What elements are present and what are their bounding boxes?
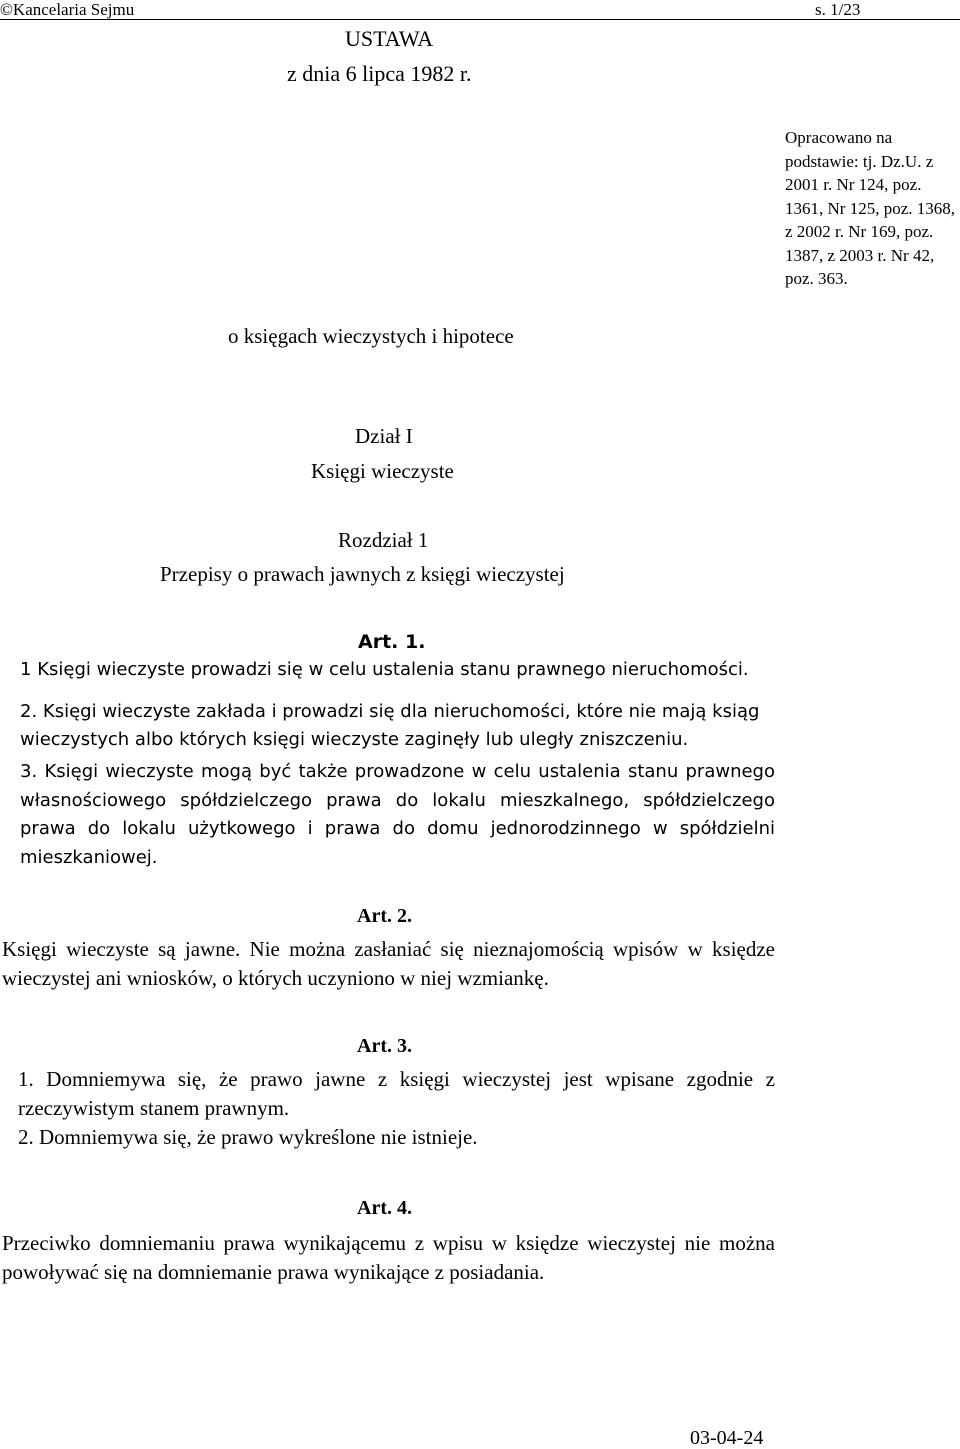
article-2-heading: Art. 2. bbox=[357, 905, 412, 927]
item-text: Księgi wieczyste zakłada i prowadzi się dla nieruchomości, które nie mają ksiąg wieczystych albo których księgi wieczyste zaginęły lub uległy zniszczeniu. bbox=[20, 701, 760, 750]
article-1-item-3 bbox=[20, 758, 775, 872]
article-1-item-1 bbox=[20, 661, 749, 679]
item-number: 3. bbox=[20, 761, 38, 782]
article-3-heading: Art. 3. bbox=[357, 1035, 412, 1057]
chapter-name: Przepisy o prawach jawnych z księgi wieczystej bbox=[160, 562, 565, 586]
source-note: Opracowano na podstawie: tj. Dz.U. z 2001 r. Nr 124, poz. 1361, Nr 125, poz. 1368, z 2002 r. Nr 169, poz. 1387, z 2003 r. Nr 42, poz. 363. bbox=[785, 128, 955, 288]
item-text: Księgi wieczyste mogą być także prowadzone w celu ustalenia stanu prawnego własnościowego spółdzielczego prawa do lokalu mieszkalnego, spółdzielczego prawa do lokalu użytkowego i prawa do domu jednorodzinnego w spółdzielni mieszkaniowej. bbox=[20, 761, 775, 868]
header-divider bbox=[0, 19, 960, 20]
item-number: 1. bbox=[18, 1067, 34, 1091]
item-text: Domniemywa się, że prawo wykreślone nie istnieje. bbox=[39, 1125, 478, 1149]
act-subject: o księgach wieczystych i hipotece bbox=[228, 324, 514, 348]
division-label: Dział I bbox=[355, 424, 413, 448]
header-page-number: s. 1/23 bbox=[815, 0, 861, 19]
item-number: 2. bbox=[18, 1125, 34, 1149]
item-text: Księgi wieczyste prowadzi się w celu ustalenia stanu prawnego nieruchomości. bbox=[37, 659, 749, 680]
article-2-text: Księgi wieczyste są jawne. Nie można zasłaniać się nieznajomością wpisów w księdze wieczystej ani wniosków, o których uczyniono w niej wzmiankę. bbox=[2, 937, 775, 990]
item-text: Domniemywa się, że prawo jawne z księgi wieczystej jest wpisane zgodnie z rzeczywistym stanem prawnym. bbox=[18, 1067, 775, 1120]
article-4-heading: Art. 4. bbox=[357, 1197, 412, 1219]
article-4-text: Przeciwko domniemaniu prawa wynikającemu z wpisu w księdze wieczystej nie można powoływać się na domniemanie prawa wynikające z posiadania. bbox=[2, 1231, 775, 1284]
item-number: 2. bbox=[20, 701, 38, 722]
article-3-item-1 bbox=[18, 1065, 775, 1123]
header-publisher: ©Kancelaria Sejmu bbox=[0, 0, 135, 19]
footer-date: 03-04-24 bbox=[690, 1427, 764, 1449]
chapter-label: Rozdział 1 bbox=[338, 528, 429, 552]
item-number: 1 bbox=[20, 659, 32, 680]
act-title: USTAWA bbox=[345, 26, 434, 51]
article-1-item-2 bbox=[20, 698, 775, 754]
article-1-heading: Art. 1. bbox=[358, 631, 426, 653]
article-3-item-2 bbox=[18, 1127, 478, 1148]
act-date: z dnia 6 lipca 1982 r. bbox=[287, 61, 472, 86]
division-name: Księgi wieczyste bbox=[311, 459, 454, 483]
